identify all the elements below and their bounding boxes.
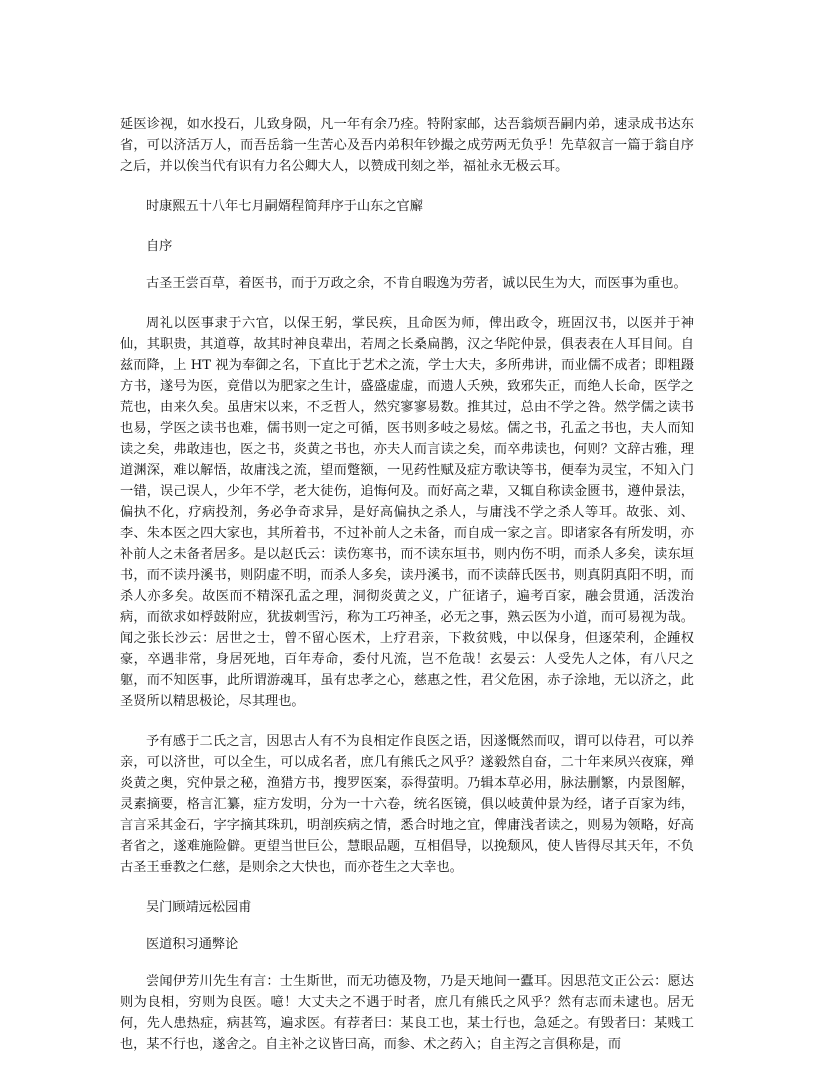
paragraph-preface-end: 延医诊视，如水投石，儿致身陨，凡一年有余乃痊。特附家邮，达吾翁烦吾嗣内弟，速录成书达东省，可以济活万人，而吾岳翁一生苦心及吾内弟积年钞撮之成劳两无负乎！先草叙言一篇于翁自序之后，并以俟当代有识有力名公卿大人，以赞成刊刻之举，福祉永无极云耳。	[120, 117, 694, 174]
preface-signature: 时康熙五十八年七月嗣婿程简拜序于山东之官廨	[146, 199, 423, 214]
paragraph-self-preface-2: 周礼以医事隶于六官，以保王躬，掌民疾，且命医为师，俾出政令，班固汉书，以医并于神仙，其职贵，其道尊，故其时神良辈出，若周之长桑扁鹊，汉之华陀仲景，俱表表在人耳目间。自兹而降，上 HT 视为奉御之名，下直比于艺术之流，学士大夫，多所弗讲，而业儒不成者；即粗蹑方书，遂号为医，竟借以为肥家之生计，盛盛虚虚，而遗人夭殃，致邪失正，而绝人长命，医学之荒也，由来久矣。虽唐宋以来，不乏哲人，然究寥寥易数。推其过，总由不学之咎。然学儒之读书也易，学医之读书也难，儒书则一定之可循，医书则多岐之易炫。儒之书，孔孟之书也，夫人而知读之矣，弗敢违也，医之书，炎黄之书也，亦夫人而言读之矣，而卒弗读也，何则？文辞古雅，理道渊深，难以解悟，故庸浅之流，望而蹩额，一见药性赋及症方歌诀等书，便奉为灵宝，不知入门一错，误己误人，少年不学，老大徒伤，追悔何及。而好高之辈，又辄自称读金匮书，遵仲景法，偏执不化，疗病投剂，务必争奇求异，是好高偏执之杀人，与庸浅不学之杀人等耳。故张、刘、李、朱本医之四大家也，其所着书，不过补前人之未备，而自成一家之言。即诸家各有所发明，亦补前人之未备者居多。是以赵氏云：读伤寒书，而不读东垣书，则内伤不明，而杀人多矣，读东垣书，而不读丹溪书，则阴虚不明，而杀人多矣，读丹溪书，而不读薛氏医书，则真阴真阳不明，而杀人亦多矣。故医而不精深孔孟之理，洞彻炎黄之义，广征诸子，遍考百家，融会贯通，活泼治病，而欲求如桴鼓附应，犹拔刺雪污，称为工巧神圣，必无之事，熟云医为小道，而可易视为哉。闻之张长沙云：居世之士，曾不留心医术，上疗君亲，下救贫贱，中以保身，但逐荣利，企踵权豪，卒遇非常，身居死地，百年寿命，委付凡流，岂不危哉！玄晏云：人受先人之体，有八尺之躯，而不知医事，此所谓游魂耳，虽有忠孝之心，慈惠之性，君父危困，赤子涂地，无以济之，此圣贤所以精思极论，尽其理也。	[120, 316, 694, 709]
author-signature: 吴门顾靖远松园甫	[146, 900, 252, 915]
paragraph-self-preface-1: 古圣王尝百草，着医书，而于万政之余，不肯自暇逸为劳者，诚以民生为大，而医事为重也。	[146, 276, 687, 291]
section-heading-self-preface: 自序	[146, 239, 173, 254]
paragraph-medical-habits-1: 尝闻伊芳川先生有言：士生斯世，而无功德及物，乃是天地间一蠹耳。因思范文正公云：愿达则为良相，穷则为良医。噫！大丈夫之不遇于时者，庶几有熊氏之风乎？然有志而未逮也。居无何，先人患热症，病甚笃，遍求医。有荐者曰：某良工也，某士行也，急延之。有毁者曰：某贱工也，某不行也，遂舍之。自主补之议皆曰高，而参、术之药入；自主泻之言俱称是，而	[120, 974, 694, 1052]
section-heading-medical-habits: 医道积习通弊论	[146, 937, 239, 952]
paragraph-self-preface-3: 予有感于二氏之言，因思古人有不为良相定作良医之语，因遂慨然而叹，谓可以侍君，可以养亲，可以济世，可以全生，可以成名者，庶几有熊氏之风乎？遂毅然自奋，二十年来夙兴夜寐，殚炎黄之奥，究仲景之秘，渔猎方书，搜罗医案，忝得萤明。乃辑本草必用，脉法删繁，内景图解，灵素摘要，格言汇纂，症方发明，分为一十六卷，统名医镜，俱以岐黄仲景为经，诸子百家为纬，言言采其金石，字字摘其珠玑，明剖疾病之情，悉合时地之宜，俾庸浅者读之，则易为领略，好高者省之，遂难施险僻。更望当世巨公，慧眼品题，互相倡导，以挽颓风，使人皆得尽其天年，不负古圣王垂教之仁慈，是则余之大快也，而亦苍生之大幸也。	[120, 734, 694, 875]
document-page	[120, 114, 694, 1074]
